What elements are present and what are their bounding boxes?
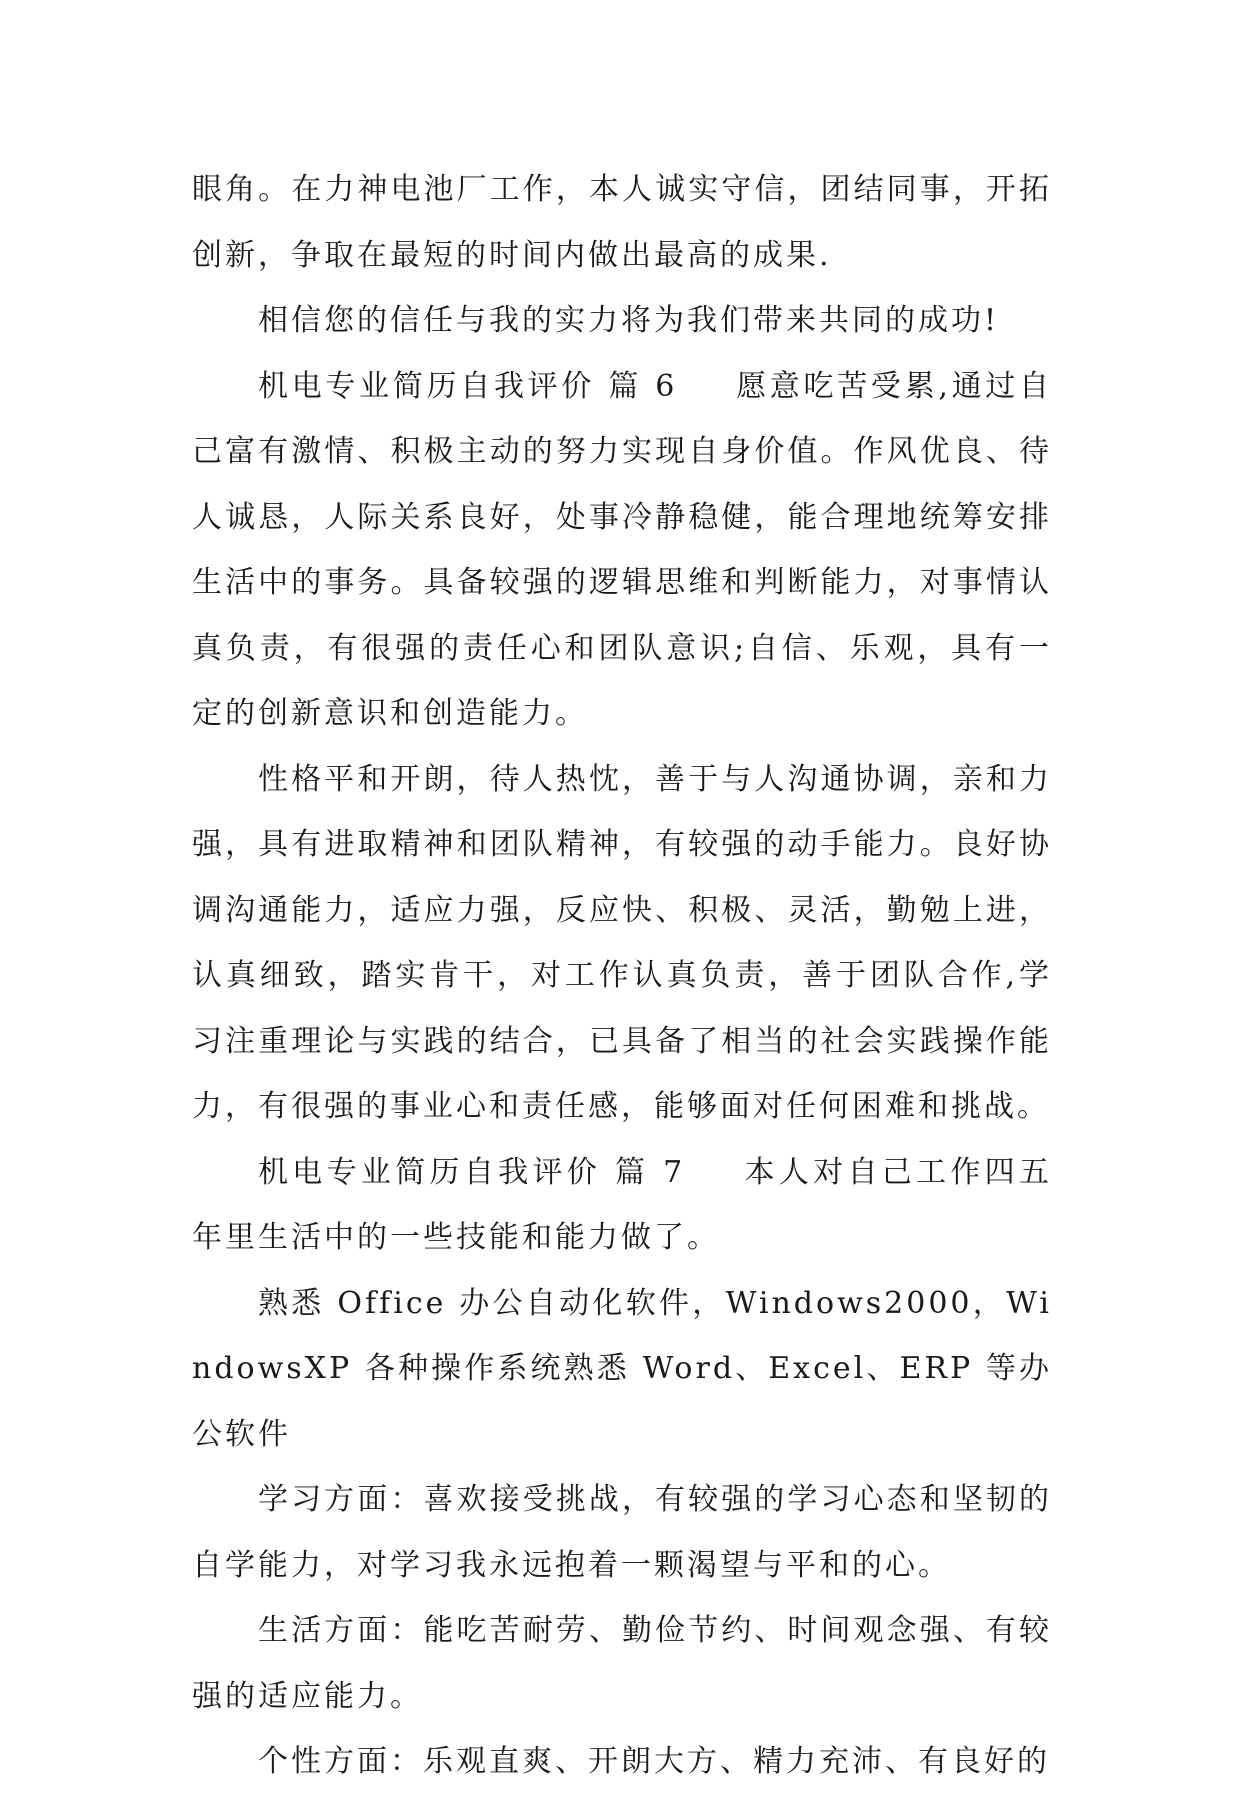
paragraph-text: 相信您的信任与我的实力将为我们带来共同的成功! [258,303,1000,338]
paragraph-5 [192,1140,1052,1271]
paragraph-4 [192,747,1052,1140]
paragraph-text: 眼角。在力神电池厂工作，本人诚实守信，团结同事，开拓创新，争取在最短的时间内做出最高的成果. [192,172,1052,273]
section-heading-7: 机电专业简历自我评价 篇 7 [258,1154,686,1190]
section-heading-6: 机电专业简历自我评价 篇 6 [258,368,678,404]
paragraph-text: 愿意吃苦受累,通过自己富有激情、积极主动的努力实现自身价值。作风优良、待人诚恳，人际关系良好，处事冷静稳健，能合理地统筹安排生活中的事务。具备较强的逻辑思维和判断能力，对事情认真负责，有很强的责任心和团队意识;自信、乐观，具有一定的创新意识和创造能力。 [192,368,1052,731]
paragraph-text: 本人对自己工作四五年里生活中的一些技能和能力做了。 [192,1154,1052,1255]
paragraph-1 [192,157,1052,288]
paragraph-7 [192,1467,1052,1598]
document-body [192,157,1052,1795]
paragraph-9 [192,1729,1052,1795]
paragraph-text: 学习方面：喜欢接受挑战，有较强的学习心态和坚韧的自学能力，对学习我永远抱着一颗渴望与平和的心。 [192,1482,1052,1583]
paragraph-text: 熟悉 Office 办公自动化软件，Windows2000，WindowsXP 各种操作系统熟悉 Word、Excel、ERP 等办公软件 [192,1285,1052,1452]
paragraph-8 [192,1598,1052,1729]
paragraph-text: 生活方面：能吃苦耐劳、勤俭节约、时间观念强、有较强的适应能力。 [192,1613,1052,1714]
paragraph-text: 性格平和开朗，待人热忱，善于与人沟通协调，亲和力强，具有进取精神和团队精神，有较强的动手能力。良好协调沟通能力，适应力强，反应快、积极、灵活，勤勉上进，认真细致，踏实肯干，对工作认真负责，善于团队合作,学习注重理论与实践的结合，已具备了相当的社会实践操作能力，有很强的事业心和责任感，能够面对任何困难和挑战。 [192,761,1052,1124]
paragraph-text: 个性方面：乐观直爽、开朗大方、精力充沛、有良好的 [258,1744,1050,1779]
paragraph-3 [192,354,1052,747]
paragraph-2 [192,288,1052,354]
paragraph-6 [192,1271,1052,1468]
